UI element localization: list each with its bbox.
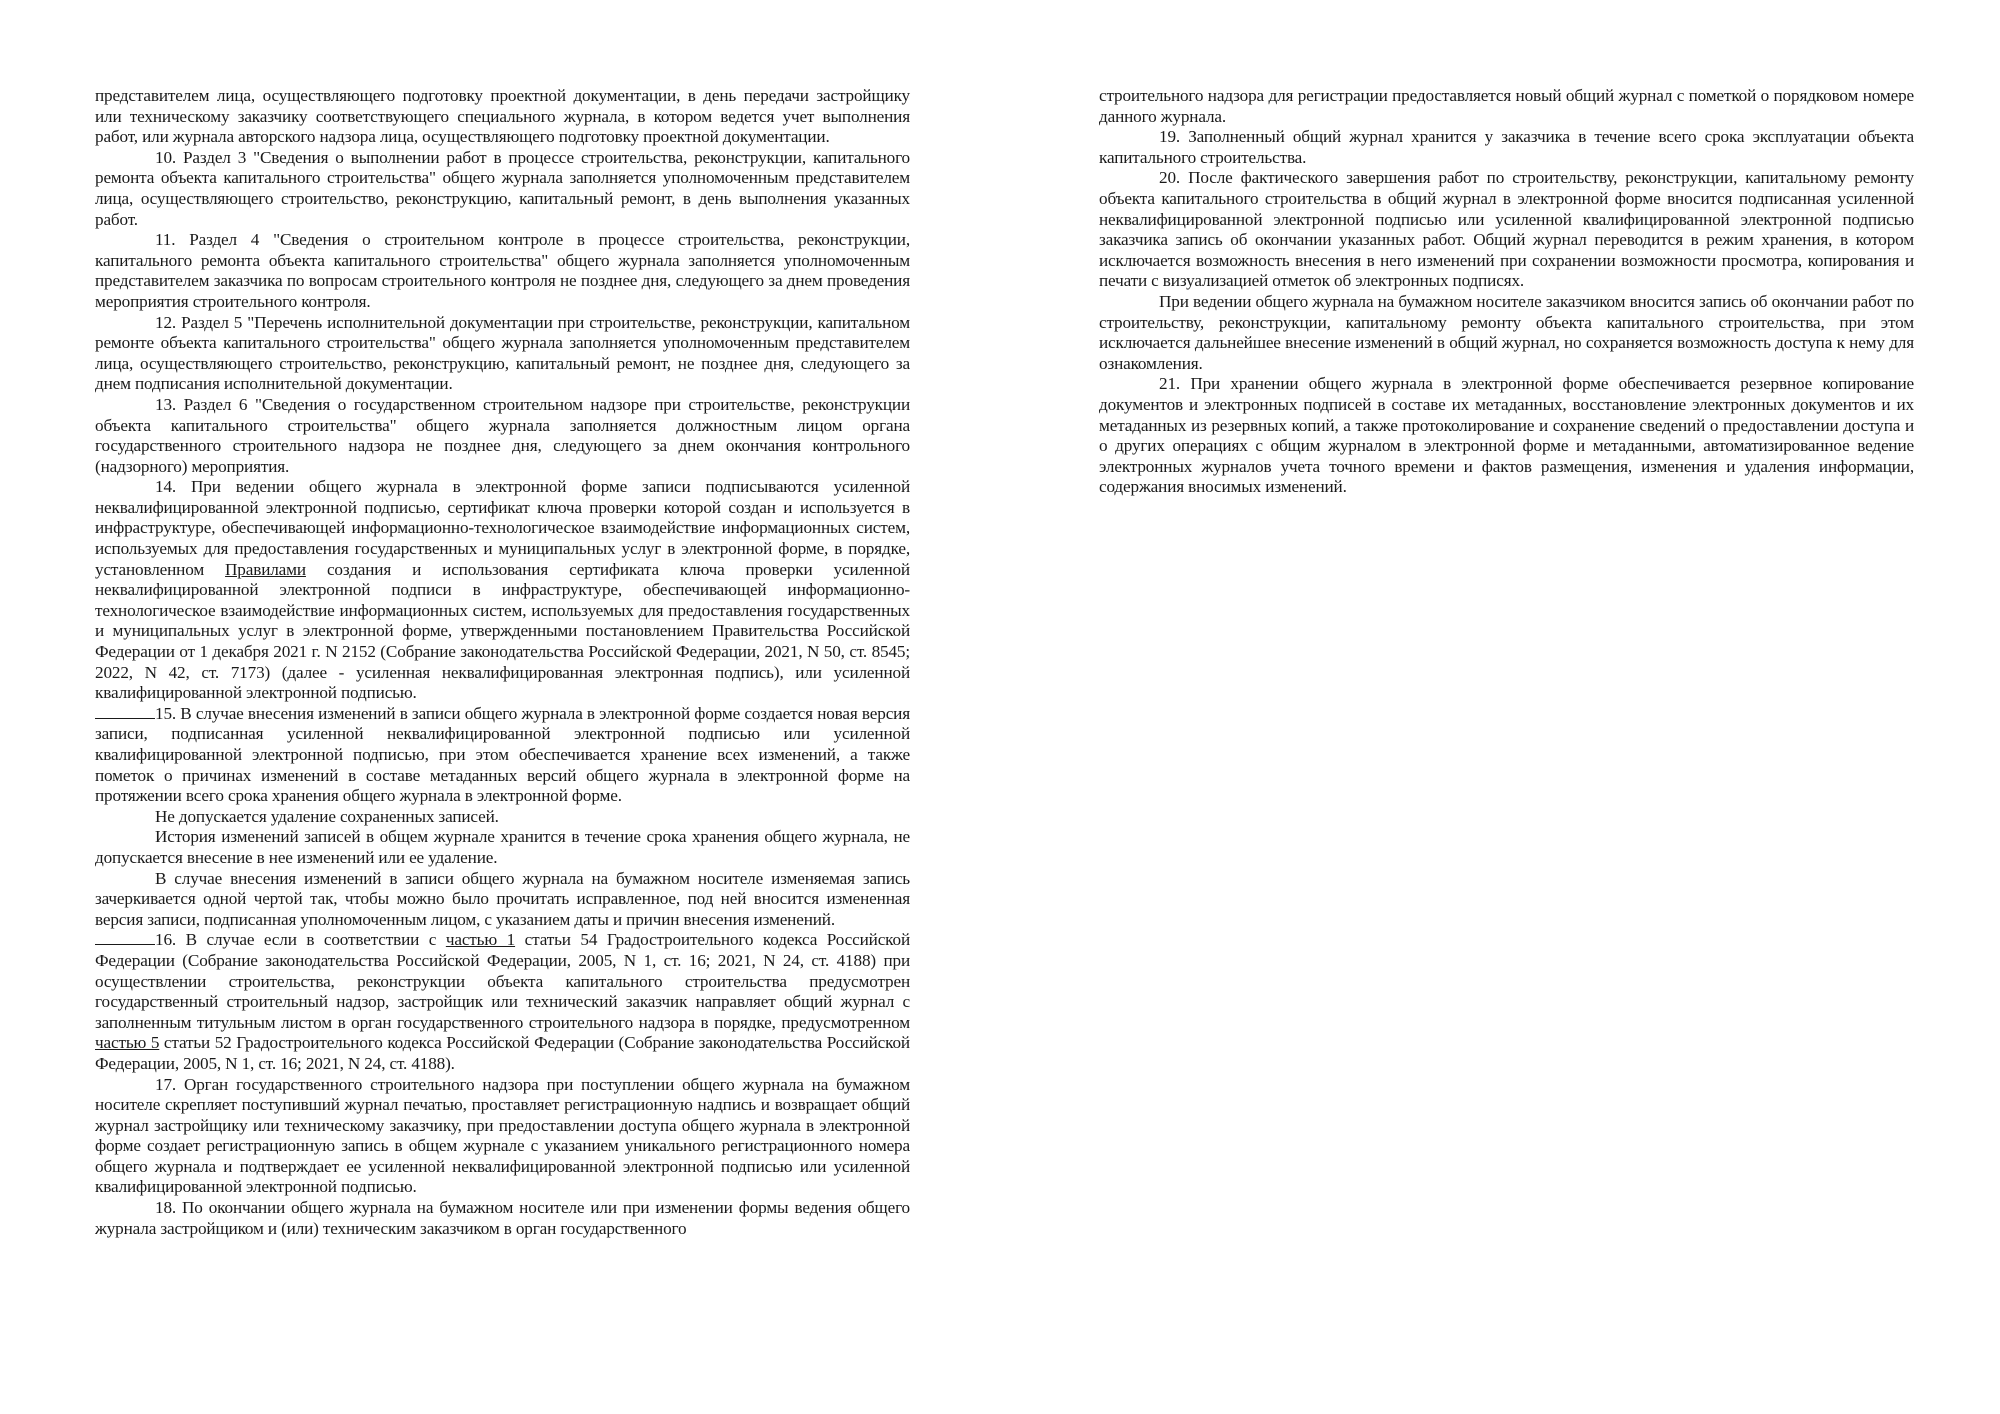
paragraph-20-paper: При ведении общего журнала на бумажном носителе заказчиком вносится запись об окончании работ по строительству, реконструкции, капитальному ремонту объекта капитального строительства, при этом исключается дальнейшее внесение изменений в общий журнал, но сохраняется возможность доступа к нему для ознакомления.	[1099, 291, 1914, 373]
paragraph-14	[95, 477, 910, 704]
paragraph-15-history: История изменений записей в общем журнале хранится в течение срока хранения общего журнала, не допускается внесение в нее изменений или ее удаление.	[95, 827, 910, 867]
left-page-column	[95, 86, 910, 1239]
paragraph-18: 18. По окончании общего журнала на бумажном носителе или при изменении формы ведения общего журнала застройщиком и (или) техническим заказчиком в орган государственного	[95, 1198, 910, 1238]
paragraph-12: 12. Раздел 5 "Перечень исполнительной документации при строительстве, реконструкции, капитальном ремонте объекта капитального строительства" общего журнала заполняется уполномоченным представителем лица, осуществляющего строительство, реконструкцию, капитальный ремонт, не позднее дня, следующего за днем подписания исполнительной документации.	[95, 312, 910, 394]
right-page-column	[1099, 86, 1914, 498]
paragraph-15-text: 15. В случае внесения изменений в записи общего журнала в электронной форме создается новая версия записи, подписанная усиленной неквалифицированной электронной подписью или усиленной квалифицированной электронной подписью, при этом обеспечивается хранение всех изменений, а также пометок о причинах изменений в составе метаданных версий общего журнала в электронной форме на протяжении всего срока хранения общего журнала в электронной форме.	[95, 703, 910, 806]
paragraph-21: 21. При хранении общего журнала в электронной форме обеспечивается резервное копирование документов и электронных подписей в составе их метаданных, восстановление электронных документов и их метаданных из резервных копий, а также протоколирование и сохранение сведений о предоставлении доступа и о других операциях с общим журналом в электронной форме и метаданными, автоматизированное ведение электронных журналов учета точного времени и фактов размещения, изменения и удаления информации, содержания вносимых изменений.	[1099, 374, 1914, 497]
paragraph-20: 20. После фактического завершения работ по строительству, реконструкции, капитальному ремонту объекта капитального строительства в общий журнал в электронной форме вносится подписанная усиленной неквалифицированной электронной подписью или усиленной квалифицированной электронной подписью заказчика запись об окончании указанных работ. Общий журнал переводится в режим хранения, в котором исключается возможность внесения в него изменений при сохранении возможности просмотра, копирования и печати с визуализацией отметок об электронных подписях.	[1099, 168, 1914, 291]
paragraph-15	[95, 704, 910, 807]
paragraph-10: 10. Раздел 3 "Сведения о выполнении работ в процессе строительства, реконструкции, капитального ремонта объекта капитального строительства" общего журнала заполняется уполномоченным представителем лица, осуществляющего строительство, реконструкцию, капитальный ремонт, в день выполнения указанных работ.	[95, 147, 910, 229]
paragraph-14-text-b: создания и использования сертификата ключа проверки усиленной неквалифицированной электронной подписи в инфраструктуре, обеспечивающей информационно-технологическое взаимодействие информационных систем, используемых для предоставления государственных и муниципальных услуг в электронной форме, утвержденными постановлением Правительства Российской Федерации от 1 декабря 2021 г. N 2152 (Собрание законодательства Российской Федерации, 2021, N 50, ст. 8545; 2022, N 42, ст. 7173) (далее - усиленная неквалифицированная электронная подпись), или усиленной квалифицированной электронной подписью.	[95, 559, 910, 703]
paragraph-14-text-a: 14. При ведении общего журнала в электронной форме записи подписываются усиленной неквалифицированной электронной подписью, сертификат ключа проверки которой создан и используется в инфраструктуре, обеспечивающей информационно-технологическое взаимодействие информационных систем, используемых для предоставления государственных и муниципальных услуг в электронной форме, в порядке, установленном	[95, 477, 910, 579]
indent-underline	[95, 930, 155, 945]
paragraph-11: 11. Раздел 4 "Сведения о строительном контроле в процессе строительства, реконструкции, капитального ремонта объекта капитального строительства" общего журнала заполняется уполномоченным представителем заказчика по вопросам строительного контроля не позднее дня, следующего за днем проведения мероприятия строительного контроля.	[95, 230, 910, 311]
link-chast-1[interactable]: частью 1	[445, 930, 516, 950]
paragraph-16-text-a: 16. В случае если в соответствии с	[155, 930, 437, 950]
paragraph-16-text-b: статьи 54 Градостроительного кодекса Российской Федерации (Собрание законодательства Российской Федерации, 2005, N 1, ст. 16; 2021, N 24, ст. 4188) при осуществлении строительства, реконструкции объекта капитального строительства предусмотрен государственный строительный надзор, застройщик или технический заказчик направляет общий журнал с заполненным титульным листом в орган государственного строительного надзора в порядке, предусмотренном	[95, 930, 910, 1032]
paragraph-16	[95, 930, 910, 1074]
indent-underline	[95, 704, 155, 719]
paragraph-17: 17. Орган государственного строительного надзора при поступлении общего журнала на бумажном носителе скрепляет поступивший журнал печатью, проставляет регистрационную надпись и возвращает общий журнал застройщику или техническому заказчику, при предоставлении доступа общего журнала в электронной форме создает регистрационную запись в общем журнале с указанием уникального регистрационного номера общего журнала и подтверждает ее усиленной неквалифицированной электронной подписью или усиленной квалифицированной электронной подписью.	[95, 1074, 910, 1197]
paragraph-15-no-deletion: Не допускается удаление сохраненных записей.	[155, 806, 499, 826]
paragraph-15-paper-changes: В случае внесения изменений в записи общего журнала на бумажном носителе изменяемая запись зачеркивается одной чертой так, чтобы можно было прочитать исправленное, под ней вносится измененная версия записи, подписанная уполномоченным лицом, с указанием даты и причин внесения изменений.	[95, 868, 910, 929]
paragraph-19: 19. Заполненный общий журнал хранится у заказчика в течение всего срока эксплуатации объекта капитального строительства.	[1099, 127, 1914, 167]
link-pravila[interactable]: Правилами	[225, 559, 306, 579]
link-chast-5[interactable]: частью 5	[95, 1033, 160, 1053]
paragraph-9-continuation: представителем лица, осуществляющего подготовку проектной документации, в день передачи застройщику или техническому заказчику соответствующего специального журнала, в котором ведется учет выполнения работ, или журнала авторского надзора лица, осуществляющего подготовку проектной документации.	[95, 86, 910, 147]
paragraph-16-text-c: статьи 52 Градостроительного кодекса Российской Федерации (Собрание законодательства Российской Федерации, 2005, N 1, ст. 16; 2021, N 24, ст. 4188).	[95, 1033, 910, 1073]
paragraph-18-continuation: строительного надзора для регистрации предоставляется новый общий журнал с пометкой о порядковом номере данного журнала.	[1099, 86, 1914, 126]
paragraph-13: 13. Раздел 6 "Сведения о государственном строительном надзоре при строительстве, реконструкции объекта капитального строительства" общего журнала заполняется должностным лицом органа государственного строительного надзора не позднее дня, следующего за днем окончания контрольного (надзорного) мероприятия.	[95, 394, 910, 476]
